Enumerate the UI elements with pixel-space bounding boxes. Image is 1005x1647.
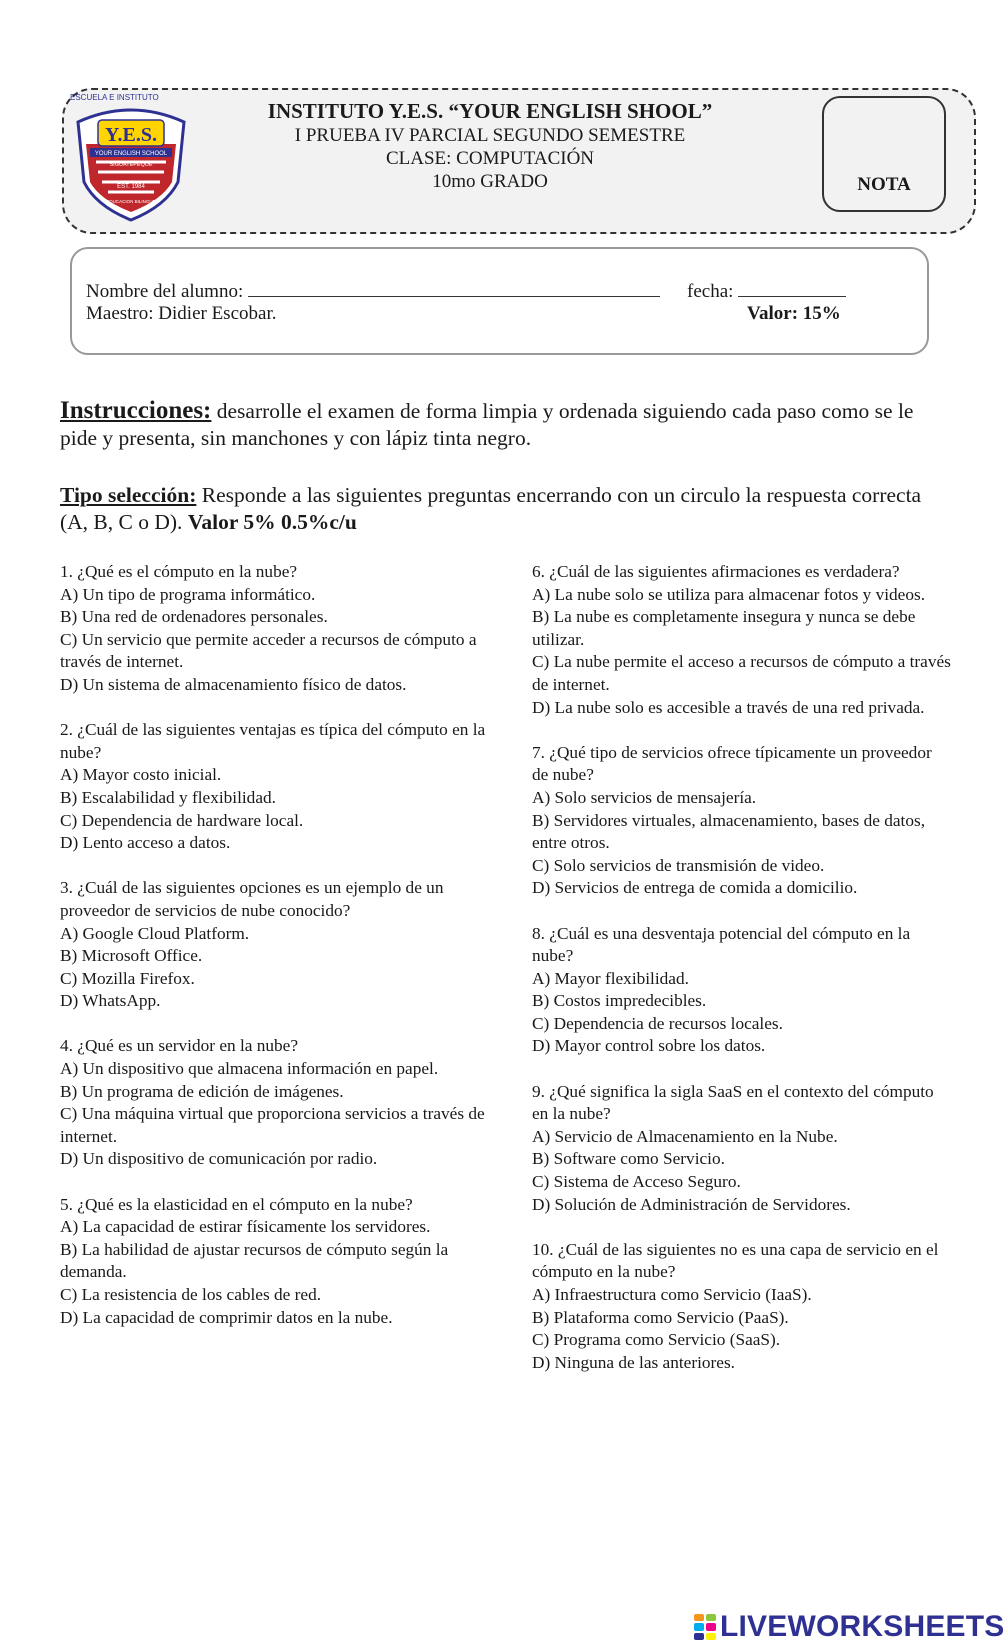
liveworksheets-icon bbox=[694, 1614, 716, 1640]
answer-option[interactable]: A) Infraestructura como Servicio (IaaS). bbox=[532, 1285, 812, 1304]
question-text: 7. ¿Qué tipo de servicios ofrece típicamente un proveedor de nube? bbox=[532, 742, 932, 785]
answer-option[interactable]: D) La nube solo es accesible a través de una red privada. bbox=[532, 697, 925, 717]
logo-bottom-text: EDUCACION BILINGUE bbox=[106, 199, 156, 204]
liveworksheets-text: LIVEWORKSHEETS bbox=[720, 1610, 1005, 1643]
liveworksheets-logo bbox=[694, 1610, 1005, 1644]
section-header bbox=[60, 482, 940, 536]
instructions bbox=[60, 397, 940, 452]
icon-tile bbox=[694, 1614, 704, 1621]
answer-option[interactable]: C) La nube permite el acceso a recursos de cómputo a través de internet. bbox=[532, 652, 951, 694]
answer-option[interactable]: B) Plataforma como Servicio (PaaS). bbox=[532, 1307, 789, 1327]
answer-option[interactable]: D) Lento acceso a datos. bbox=[60, 833, 231, 853]
icon-tile bbox=[694, 1633, 704, 1640]
answer-option[interactable]: D) La capacidad de comprimir datos en la nube. bbox=[60, 1307, 393, 1327]
answer-option[interactable]: C) Programa como Servicio (SaaS). bbox=[532, 1330, 781, 1350]
answer-option[interactable]: D) Servicios de entrega de comida a domicilio. bbox=[532, 878, 858, 898]
question-text: 2. ¿Cuál de las siguientes ventajas es típica del cómputo en la nube? bbox=[60, 720, 486, 762]
answer-option[interactable]: A) Mayor costo inicial. bbox=[60, 765, 222, 785]
answer-option[interactable]: C) La resistencia de los cables de red. bbox=[60, 1285, 322, 1304]
answer-option[interactable]: C) Mozilla Firefox. bbox=[60, 968, 195, 988]
section-value: Valor 5% 0.5%c/u bbox=[187, 510, 357, 534]
grade-box bbox=[822, 96, 946, 212]
question-item bbox=[60, 719, 500, 855]
logo-initials: Y.E.S. bbox=[104, 124, 158, 146]
grade-level: 10mo GRADO bbox=[432, 171, 548, 192]
question-item bbox=[532, 742, 952, 900]
questions-column-left bbox=[60, 561, 500, 1352]
answer-option[interactable]: C) Un servicio que permite acceder a recursos de cómputo a través de internet. bbox=[60, 629, 477, 672]
class-name: CLASE: COMPUTACIÓN bbox=[385, 148, 595, 169]
answer-option[interactable]: A) Servicio de Almacenamiento en la Nube. bbox=[532, 1126, 838, 1146]
question-text: 4. ¿Qué es un servidor en la nube? bbox=[60, 1036, 299, 1056]
answer-option[interactable]: B) Servidores virtuales, almacenamiento, bases de datos, entre otros. bbox=[532, 810, 926, 853]
answer-option[interactable]: B) La habilidad de ajustar recursos de cómputo según la demanda. bbox=[60, 1239, 449, 1282]
questions-column-right bbox=[532, 561, 952, 1397]
instructions-title: Instrucciones: bbox=[60, 397, 212, 424]
question-item bbox=[532, 923, 952, 1059]
section-text: Responde a las siguientes preguntas encerrando con un circulo la respuesta correcta (A, B, C o D). bbox=[60, 483, 922, 534]
question-text: 3. ¿Cuál de las siguientes opciones es un ejemplo de un proveedor de servicios de nube conocido? bbox=[60, 878, 444, 920]
question-text: 9. ¿Qué significa la sigla SaaS en el contexto del cómputo en la nube? bbox=[532, 1081, 934, 1124]
answer-option[interactable]: D) Un dispositivo de comunicación por radio. bbox=[60, 1149, 378, 1169]
question-item bbox=[60, 1194, 500, 1330]
exam-title: I PRUEBA IV PARCIAL SEGUNDO SEMESTRE bbox=[294, 125, 686, 146]
question-text: 8. ¿Cuál es una desventaja potencial del cómputo en la nube? bbox=[532, 923, 911, 966]
answer-option[interactable]: D) Un sistema de almacenamiento físico de datos. bbox=[60, 674, 407, 694]
answer-option[interactable]: D) Solución de Administración de Servidores. bbox=[532, 1194, 851, 1214]
answer-option[interactable]: B) Software como Servicio. bbox=[532, 1149, 725, 1169]
answer-option[interactable]: C) Solo servicios de transmisión de video. bbox=[532, 855, 825, 875]
answer-option[interactable]: D) WhatsApp. bbox=[60, 991, 161, 1011]
question-item bbox=[532, 561, 952, 719]
icon-tile bbox=[706, 1623, 716, 1630]
logo-ribbon-text: YOUR ENGLISH SCHOOL bbox=[94, 151, 168, 157]
answer-option[interactable]: A) Un dispositivo que almacena información en papel. bbox=[60, 1059, 439, 1079]
answer-option[interactable]: D) Mayor control sobre los datos. bbox=[532, 1036, 766, 1056]
section-title: Tipo selección: bbox=[60, 483, 197, 507]
logo-arc-text: ESCUELA E INSTITUTO bbox=[70, 93, 159, 102]
answer-option[interactable]: A) La nube solo se utiliza para almacenar fotos y videos. bbox=[532, 584, 926, 604]
answer-option[interactable]: B) Costos impredecibles. bbox=[532, 991, 707, 1011]
teacher-name: Maestro: Didier Escobar. bbox=[86, 303, 277, 324]
question-text: 10. ¿Cuál de las siguientes no es una capa de servicio en el cómputo en la nube? bbox=[532, 1239, 939, 1282]
answer-option[interactable]: D) Ninguna de las anteriores. bbox=[532, 1352, 735, 1372]
answer-option[interactable]: C) Dependencia de hardware local. bbox=[60, 810, 304, 830]
answer-option[interactable]: A) Mayor flexibilidad. bbox=[532, 968, 689, 988]
answer-option[interactable]: C) Dependencia de recursos locales. bbox=[532, 1013, 783, 1033]
answer-option[interactable]: A) Un tipo de programa informático. bbox=[60, 584, 316, 604]
student-name-field[interactable] bbox=[248, 278, 660, 297]
question-item bbox=[60, 561, 500, 697]
date-row bbox=[687, 278, 846, 304]
answer-option[interactable]: B) Microsoft Office. bbox=[60, 946, 203, 966]
date-field[interactable] bbox=[738, 278, 846, 297]
student-name-label: Nombre del alumno: bbox=[86, 281, 244, 302]
question-item bbox=[532, 1081, 952, 1217]
logo-est-text: EST. 1984 bbox=[117, 184, 145, 190]
header-text bbox=[200, 99, 780, 193]
student-name-row bbox=[86, 278, 660, 304]
answer-option[interactable]: B) Una red de ordenadores personales. bbox=[60, 607, 328, 627]
answer-option[interactable]: C) Una máquina virtual que proporciona servicios a través de internet. bbox=[60, 1104, 485, 1146]
question-item bbox=[60, 877, 500, 1013]
school-name: INSTITUTO Y.E.S. “YOUR ENGLISH SHOOL” bbox=[267, 99, 713, 123]
logo-city-text: SIGUATEPEQUE bbox=[109, 162, 153, 168]
exam-value: Valor: 15% bbox=[747, 303, 841, 324]
icon-tile bbox=[694, 1623, 704, 1630]
school-crest-logo bbox=[70, 93, 192, 224]
answer-option[interactable]: A) La capacidad de estirar físicamente los servidores. bbox=[60, 1217, 431, 1237]
question-item bbox=[60, 1035, 500, 1171]
question-text: 5. ¿Qué es la elasticidad en el cómputo en la nube? bbox=[60, 1194, 413, 1214]
question-text: 6. ¿Cuál de las siguientes afirmaciones es verdadera? bbox=[532, 562, 900, 581]
grade-label: NOTA bbox=[857, 174, 911, 195]
date-label: fecha: bbox=[687, 281, 734, 302]
answer-option[interactable]: C) Sistema de Acceso Seguro. bbox=[532, 1172, 741, 1192]
answer-option[interactable]: B) Escalabilidad y flexibilidad. bbox=[60, 787, 276, 807]
question-item bbox=[532, 1239, 952, 1375]
icon-tile bbox=[706, 1614, 716, 1621]
answer-option[interactable]: B) La nube es completamente insegura y nunca se debe utilizar. bbox=[532, 607, 916, 649]
answer-option[interactable]: A) Solo servicios de mensajería. bbox=[532, 787, 757, 807]
answer-option[interactable]: A) Google Cloud Platform. bbox=[60, 923, 250, 943]
question-text: 1. ¿Qué es el cómputo en la nube? bbox=[60, 562, 298, 581]
instructions-text: desarrolle el examen de forma limpia y ordenada siguiendo cada paso como se le pide y presenta, sin manchones y con lápiz tinta negro. bbox=[60, 399, 914, 450]
answer-option[interactable]: B) Un programa de edición de imágenes. bbox=[60, 1081, 344, 1101]
icon-tile bbox=[706, 1633, 716, 1640]
